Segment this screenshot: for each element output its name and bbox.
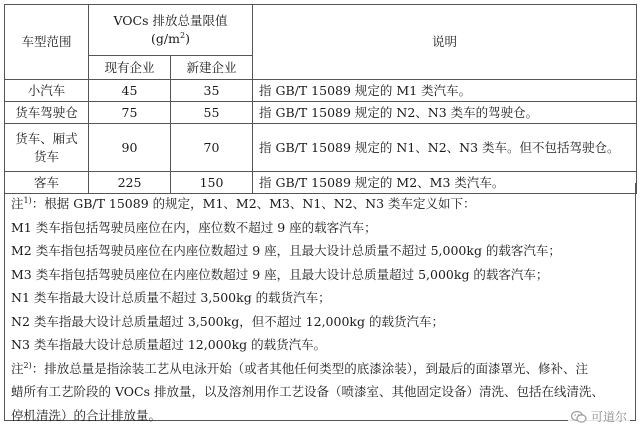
header-description: 说明	[253, 5, 637, 80]
cell-existing: 45	[89, 80, 171, 102]
table-row	[5, 124, 637, 172]
table-row	[5, 102, 637, 124]
header-existing: 现有企业	[89, 56, 171, 80]
note-n2: N2 类车指最大设计总质量超过 3,500kg，但不超过 12,000kg 的载货汽车；	[11, 313, 444, 329]
cell-existing: 75	[89, 102, 171, 124]
cell-new: 35	[171, 80, 253, 102]
cell-desc: 指 GB/T 15089 规定的 M2、M3 类汽车。	[253, 172, 637, 194]
voc-limits-table	[4, 4, 637, 194]
cell-new: 70	[171, 124, 253, 172]
note-2: 注$^{2)}$：排放总量是指涂装工艺从电泳开始（或者其他任何类型的底漆涂装），到最后的面漆罩光、修补、注	[11, 360, 588, 376]
cell-type: 小汽车	[5, 80, 89, 102]
note-1: 注$^{1)}$：根据 GB/T 15089 的规定，M1、M2、M3、N1、N2、N3 类车定义如下：	[11, 195, 476, 211]
cell-existing: 90	[89, 124, 171, 172]
cell-new: 150	[171, 172, 253, 194]
cell-new: 55	[171, 102, 253, 124]
header-limit-title: VOCs 排放总量限值	[113, 13, 228, 28]
watermark-text: 可道尔	[590, 410, 627, 424]
note-2-line2: 蜡所有工艺阶段的 VOCs 排放量，以及溶剂用作工艺设备（喷漆室、其他固定设备）清洗、包括在线清洗、	[11, 384, 604, 399]
header-limit-unit: $(g/m^2)$	[151, 30, 190, 46]
cell-desc: 指 GB/T 15089 规定的 N1、N2、N3 类车。但不包括驾驶仓。	[253, 124, 637, 172]
cell-desc: 指 GB/T 15089 规定的 N2、N3 类车的驾驶仓。	[253, 102, 637, 124]
cell-type: 客车	[5, 172, 89, 194]
note-m1: M1 类车指包括驾驶员座位在内，座位数不超过 9 座的载客汽车；	[11, 219, 377, 235]
cell-type: 货车驾驶仓	[5, 102, 89, 124]
header-limit	[89, 5, 253, 56]
header-vehicle-type: 车型范围	[5, 5, 89, 80]
note-m3: M3 类车指包括驾驶员座位在内座位数超过 9 座，且最大设计总质量超过 5,000kg 的载客汽车；	[11, 266, 549, 282]
note-m2: M2 类车指包括驾驶员座位在内座位数超过 9 座，且最大设计总质量不超过 5,000kg 的载客汽车；	[11, 243, 561, 258]
watermark	[568, 408, 630, 425]
table-notes	[4, 183, 636, 421]
note-n3: N3 类车指最大设计总质量超过 12,000kg 的载货汽车。	[11, 337, 327, 352]
cell-existing: 225	[89, 172, 171, 194]
cell-type: 货车、厢式 货车	[5, 124, 89, 172]
cell-desc: 指 GB/T 15089 规定的 M1 类汽车。	[253, 80, 637, 102]
header-new: 新建企业	[171, 56, 253, 80]
note-n1: N1 类车指最大设计总质量不超过 3,500kg 的载货汽车；	[11, 290, 331, 305]
table-row	[5, 80, 637, 102]
note-2-line3: 停机清洗）的合计排放量。	[11, 407, 162, 423]
wechat-icon	[571, 410, 587, 424]
